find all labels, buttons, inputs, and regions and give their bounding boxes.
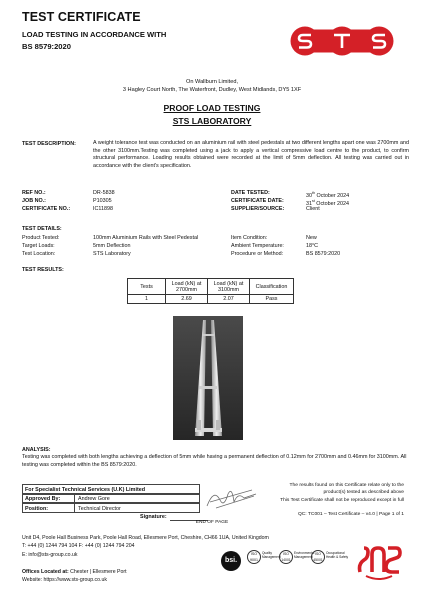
position-label: Position:	[25, 505, 49, 512]
cert-no-label: CERTIFICATE NO.:	[22, 206, 71, 212]
subtitle-line-2: BS 8579:2020	[22, 42, 71, 51]
ref-value: DR-5838	[93, 190, 115, 196]
offices-block	[22, 568, 127, 585]
iso-9001-seal: ISO 9001	[247, 550, 261, 564]
sts-logo	[290, 26, 394, 56]
col-tests: Tests	[128, 279, 166, 295]
test-photo	[173, 316, 243, 440]
test-description-label: TEST DESCRIPTION:	[22, 141, 76, 147]
position-row	[22, 503, 200, 513]
certificate-title: TEST CERTIFICATE	[22, 10, 141, 24]
iso-9001-badge-icon	[247, 550, 281, 572]
product-value: 100mm Aluminium Rails with Steel Pedestal	[93, 235, 199, 241]
ref-label: REF NO.:	[22, 190, 46, 196]
cert-date-label: CERTIFICATE DATE:	[231, 198, 284, 204]
offices-line	[22, 568, 127, 576]
main-heading: PROOF LOAD TESTING	[163, 103, 261, 113]
approved-row	[22, 494, 200, 504]
job-label: JOB NO.:	[22, 198, 46, 204]
bsi-badge-icon: bsi.	[221, 551, 241, 571]
table-row	[128, 295, 294, 304]
note-line-1: The results found on this Certificate relate only to the	[289, 483, 404, 488]
target-value: 5mm Deflection	[93, 243, 131, 249]
analysis-text: Testing was completed with both lengths achieving a deflection of 5mm while having a permanent deflection of 0.12mm for 2700mm and 0.46mm for 3100mm. All testing was completed within the BS 8579:2020.	[22, 454, 407, 468]
cert-no-value: IC11898	[93, 206, 113, 212]
client-name: On Wallburn Limited,	[185, 79, 239, 85]
company-address: Unit D4, Poole Hall Business Park, Poole Hall Road, Ellesmere Port, Cheshire, CH66 1UA, United Kingdom	[22, 535, 269, 541]
signoff-company: For Specialist Technical Services (U.K) Limited	[25, 486, 146, 493]
job-value: P10305	[93, 198, 112, 204]
test-details-heading: TEST DETAILS:	[22, 226, 62, 232]
procedure-value: BS 8579:2020	[306, 251, 341, 257]
document-reference: QC: TC001 – Test Certificate – v4.0 | Page 1 of 1	[297, 512, 404, 517]
offices-value: Chester | Ellesmere Port	[68, 569, 127, 575]
client-street: 3 Hagley Court North, The Waterfront, Dudley, West Midlands, DY5 1XF	[122, 87, 302, 93]
location-value: STS Laboratory	[93, 251, 131, 257]
cell-load-3100: 2.07	[208, 295, 250, 304]
lab-heading: STS LABORATORY	[172, 116, 252, 126]
cell-classification: Pass	[250, 295, 294, 304]
iso-14001-badge-icon	[279, 550, 315, 572]
signature-scribble	[204, 486, 260, 512]
col-load-3100: Load (kN) at 3100mm	[208, 279, 250, 295]
condition-value: New	[306, 235, 317, 241]
offices-label: Offices Located at:	[22, 569, 69, 575]
iso-14001-seal: ISO 14001	[279, 550, 293, 564]
end-of-page: END OF PAGE	[195, 520, 229, 525]
client-address	[0, 78, 424, 94]
col-classification: Classification	[250, 279, 294, 295]
signoff-company-row	[22, 484, 200, 494]
note-line-2: product(s) tested as described above	[323, 490, 404, 496]
iso-badges	[247, 550, 349, 576]
ambient-value: 18°C	[306, 243, 319, 249]
iso-14001-caption: Environmental Management	[294, 551, 315, 559]
certificate-notes	[268, 482, 404, 504]
iso-45001-caption: Occupational Health & Safety	[326, 551, 349, 559]
iso-45001-badge-icon	[311, 550, 349, 572]
signoff-box	[22, 484, 404, 522]
date-tested-label: DATE TESTED:	[231, 190, 270, 196]
test-description-text: A weight tolerance test was conducted on an aluminium rail with steel pedestals at two different lengths apart one was 2700mm and the other 3100mm.Testing was completed using a jack to apply a vertical compressive load centre to the product, to confirm structural performance. Loading results obtained were recorded at the limit of 5mm deflection. All testing was carried out in accordance with the client's specification.	[93, 140, 409, 169]
results-header-row	[128, 279, 294, 295]
supplier-value: Client	[306, 206, 320, 212]
position-value: Technical Director	[78, 505, 121, 512]
note-line-3: This Test Certificate shall not be reproduced except in full	[280, 497, 404, 503]
results-table	[127, 278, 294, 304]
product-label: Product Tested:	[22, 235, 60, 241]
analysis-heading: ANALYSIS:	[22, 447, 51, 453]
signature-label: Signature:	[140, 514, 167, 520]
iso-9001-caption: Quality Management	[262, 551, 281, 559]
target-label: Target Loads:	[22, 243, 55, 249]
sts-monogram-logo	[356, 542, 402, 582]
approved-label: Approved By:	[25, 496, 61, 502]
cell-load-2700: 2.69	[166, 295, 208, 304]
procedure-label: Procedure or Method:	[231, 251, 284, 257]
supplier-label: SUPPLIER/SOURCE:	[231, 206, 285, 212]
approved-value: Andrew Gore	[78, 496, 110, 502]
rail-photo-illustration	[173, 316, 243, 440]
test-results-heading: TEST RESULTS:	[22, 267, 64, 273]
ambient-label: Ambient Temperature:	[231, 243, 284, 249]
company-website[interactable]: Website: https://www.sts-group.co.uk	[22, 577, 107, 584]
subtitle-line-1: LOAD TESTING IN ACCORDANCE WITH	[22, 30, 167, 39]
cell-test-no: 1	[128, 295, 166, 304]
col-load-2700: Load (kN) at 2700mm	[166, 279, 208, 295]
date-tested-value: 30th October 2024	[306, 191, 350, 199]
company-phone: T: +44 (0) 1244 794 104 F: +44 (0) 1244 794 204	[22, 543, 135, 550]
company-email: E: info@sts-group.co.uk	[22, 551, 78, 558]
condition-label: Item Condition:	[231, 235, 268, 241]
certificate-subtitle	[22, 29, 166, 53]
iso-45001-seal: ISO 45001	[311, 550, 325, 564]
signoff-divider	[74, 494, 75, 513]
location-label: Test Location:	[22, 251, 56, 257]
cert-date-value: 31st October 2024	[306, 199, 349, 207]
